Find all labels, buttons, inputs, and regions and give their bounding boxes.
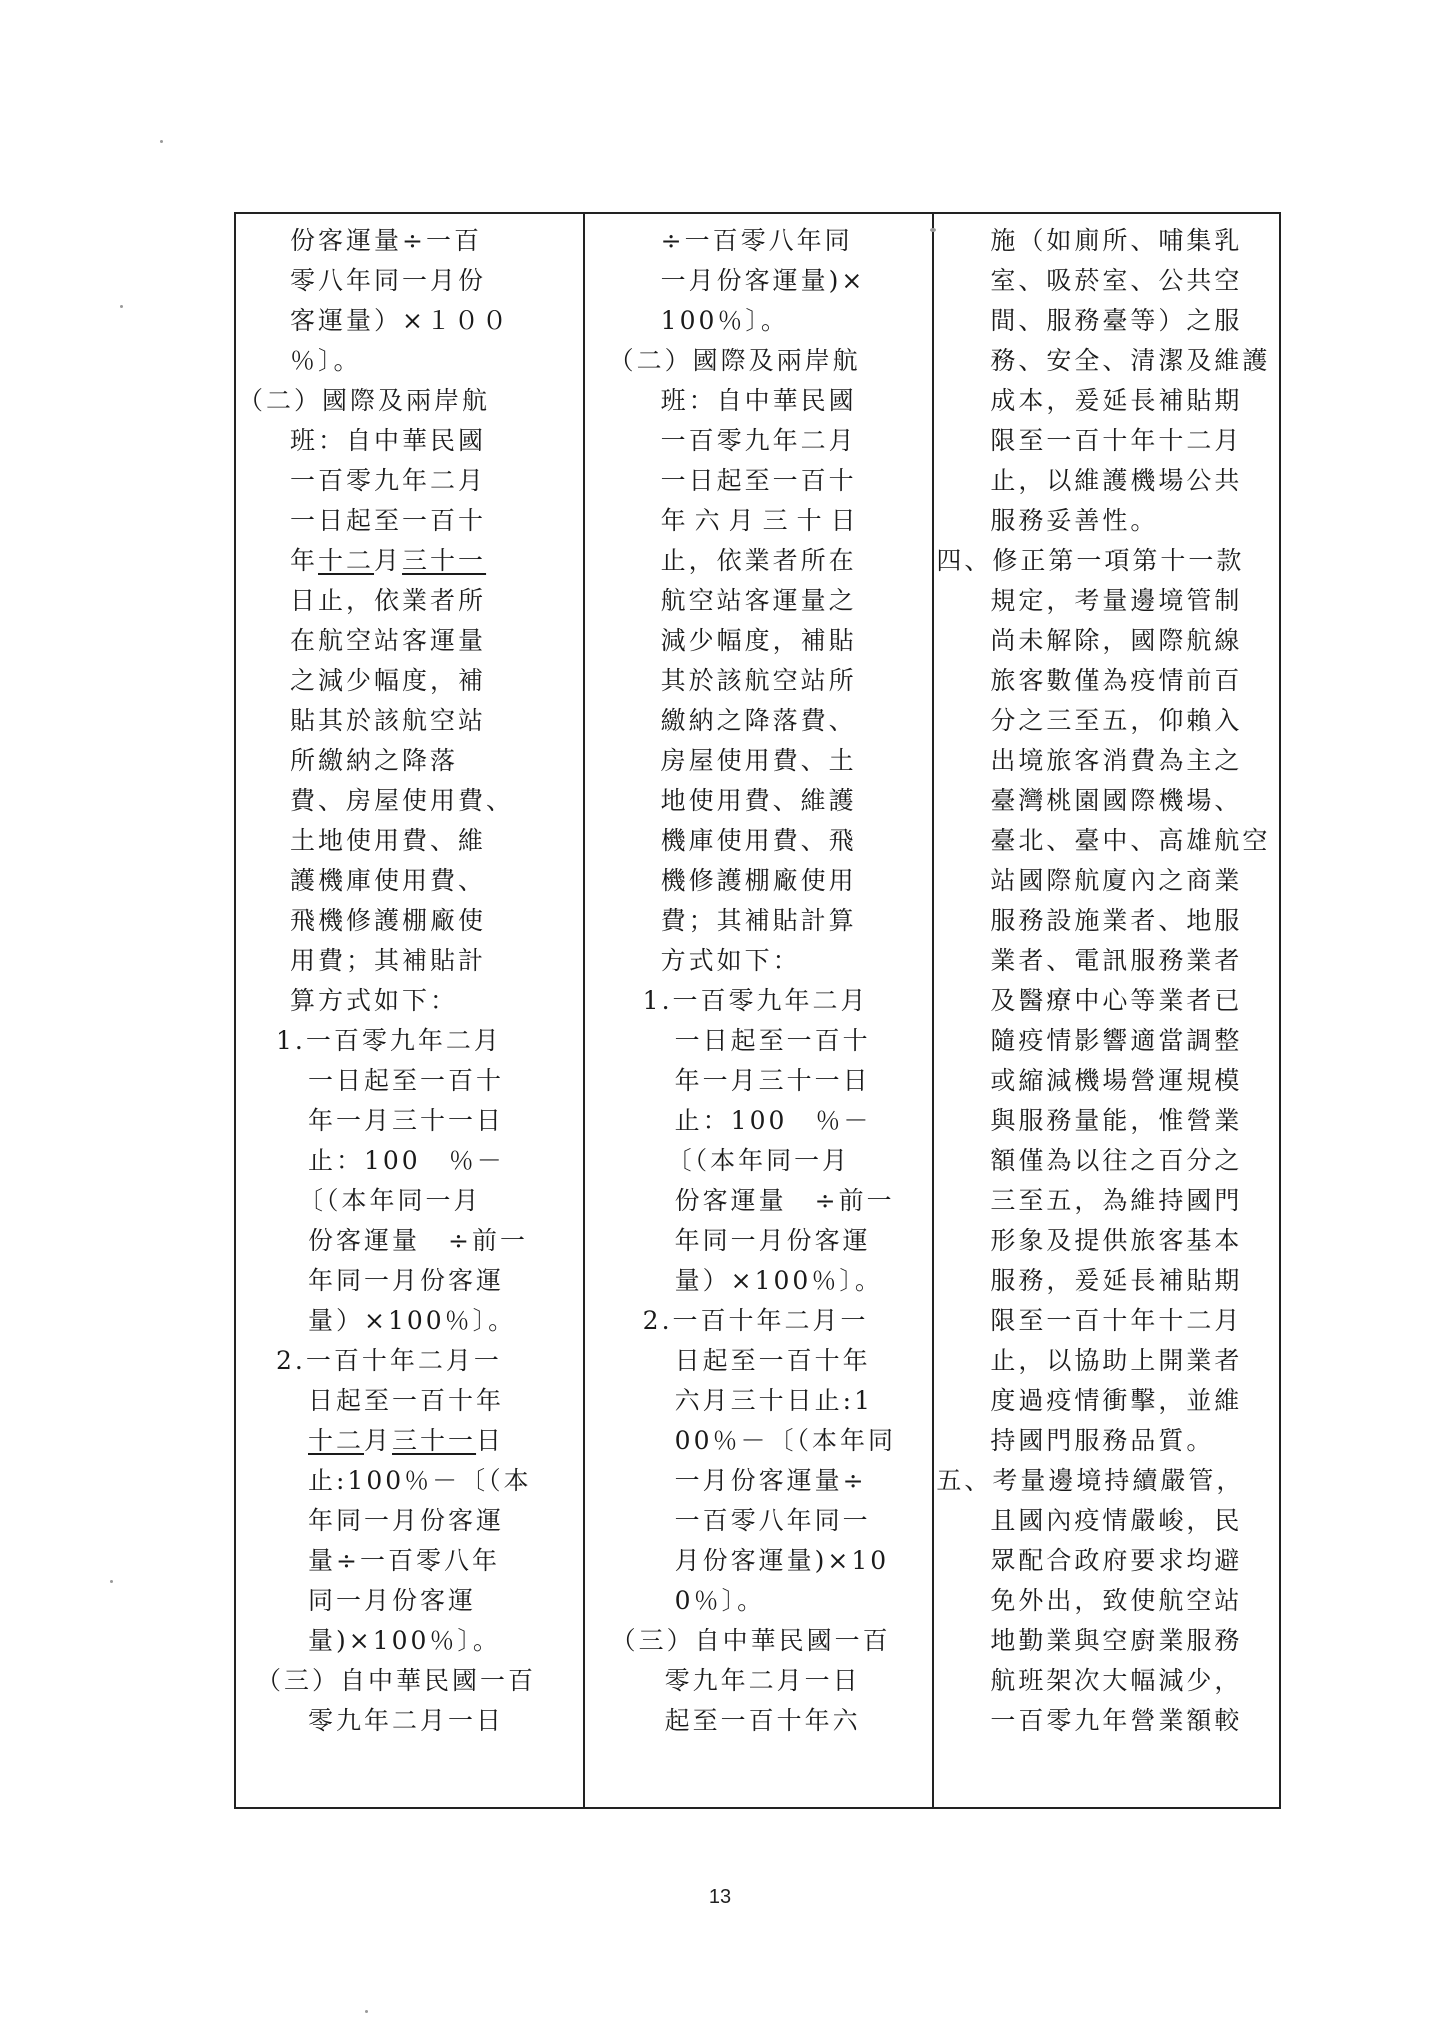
text-line: 年同一月份客運 xyxy=(308,1266,505,1295)
text-segment: 年 xyxy=(290,546,319,575)
text-segment: 月 xyxy=(374,546,403,575)
text-line: 六月三十日止:1 xyxy=(674,1386,874,1415)
text-line: 份客運量 ÷前一 xyxy=(308,1226,528,1255)
underlined-segment: 三十一 xyxy=(402,546,487,575)
scan-speck xyxy=(930,228,936,232)
text-line: 限至一百十年十二月 xyxy=(990,426,1243,455)
text-line: 方式如下： xyxy=(660,946,801,975)
text-line: 量）×100％〕。 xyxy=(308,1306,517,1335)
text-line: 臺灣桃園國際機場、 xyxy=(990,786,1243,815)
table-column-1 xyxy=(236,214,585,1807)
text-line: 費、房屋使用費、 xyxy=(290,786,515,815)
scan-speck xyxy=(160,140,163,143)
text-line: 年同一月份客運 xyxy=(674,1226,871,1255)
text-line: 其於該航空站所 xyxy=(660,666,857,695)
table-column-2 xyxy=(585,214,935,1807)
text-line: 起至一百十年六 xyxy=(664,1706,861,1735)
text-line: 額僅為以往之百分之 xyxy=(990,1146,1243,1175)
text-segment: 日 xyxy=(476,1426,505,1455)
text-line: 止，以維護機場公共 xyxy=(990,466,1243,495)
text-line: 航班架次大幅減少， xyxy=(990,1666,1243,1695)
text-line: 一百零八年同一 xyxy=(674,1506,871,1535)
text-line: 零九年二月一日 xyxy=(308,1706,505,1735)
text-line: 機庫使用費、飛 xyxy=(660,826,857,855)
text-line: （三）自中華民國一百 xyxy=(610,1626,891,1655)
text-line: 日止，依業者所 xyxy=(290,586,487,615)
text-line: 房屋使用費、土 xyxy=(660,746,857,775)
text-line: 用費；其補貼計 xyxy=(290,946,487,975)
text-line: 形象及提供旅客基本 xyxy=(990,1226,1243,1255)
text-line: 免外出，致使航空站 xyxy=(990,1586,1243,1615)
text-line: 航空站客運量之 xyxy=(660,586,857,615)
text-line: 月份客運量)×10 xyxy=(674,1546,890,1575)
text-line: 1.一百零九年二月 xyxy=(642,986,869,1015)
text-line: 或縮減機場營運規模 xyxy=(990,1066,1243,1095)
text-line: 尚未解除，國際航線 xyxy=(990,626,1243,655)
text-line: 持國門服務品質。 xyxy=(990,1426,1215,1455)
text-line: 班：自中華民國 xyxy=(660,386,857,415)
text-line: 日起至一百十年 xyxy=(308,1386,505,1415)
text-line: 在航空站客運量 xyxy=(290,626,487,655)
text-line: 度過疫情衝擊，並維 xyxy=(990,1386,1243,1415)
table-column-3 xyxy=(934,214,1279,1807)
text-line: 減少幅度，補貼 xyxy=(660,626,857,655)
text-line: 四、修正第一項第十一款 xyxy=(936,546,1245,575)
text-line: 費；其補貼計算 xyxy=(660,906,857,935)
text-line: 年一月三十一日 xyxy=(674,1066,871,1095)
comparison-table xyxy=(234,212,1281,1809)
text-line: 年同一月份客運 xyxy=(308,1506,505,1535)
text-line: 隨疫情影響適當調整 xyxy=(990,1026,1243,1055)
text-line: 眾配合政府要求均避 xyxy=(990,1546,1243,1575)
text-line: 所繳納之降落 xyxy=(290,746,459,775)
text-line: 量)×100％〕。 xyxy=(308,1626,501,1655)
text-line: 與服務量能，惟營業 xyxy=(990,1106,1243,1135)
text-line: 飛機修護棚廠使 xyxy=(290,906,487,935)
text-line: 止：100 ％－ xyxy=(674,1106,872,1135)
text-line: 地使用費、維護 xyxy=(660,786,857,815)
text-line: 業者、電訊服務業者 xyxy=(990,946,1243,975)
text-line: 止：100 ％－ xyxy=(308,1146,505,1175)
text-line-amended xyxy=(290,546,486,576)
text-line: 間、服務臺等）之服 xyxy=(990,306,1243,335)
text-line: 一百零九年營業額較 xyxy=(990,1706,1243,1735)
text-line: （二）國際及兩岸航 xyxy=(238,386,491,415)
text-line: 貼其於該航空站 xyxy=(290,706,487,735)
text-line: 年六月三十日 xyxy=(660,506,865,535)
text-line: 止:100％－〔（本 xyxy=(308,1466,532,1495)
text-line: 止，依業者所在 xyxy=(660,546,857,575)
text-line: 一百零九年二月 xyxy=(660,426,857,455)
text-line: 旅客數僅為疫情前百 xyxy=(990,666,1243,695)
underlined-segment: 十二 xyxy=(308,1426,365,1455)
text-line: 〔（本年同一月 xyxy=(298,1186,482,1215)
text-line: 年一月三十一日 xyxy=(308,1106,505,1135)
text-line: 一月份客運量)× xyxy=(660,266,866,295)
text-line: 規定，考量邊境管制 xyxy=(990,586,1243,615)
text-line: 務、安全、清潔及維護 xyxy=(990,346,1271,375)
text-line: 2.一百十年二月一 xyxy=(276,1346,502,1375)
text-line: ％〕。 xyxy=(290,346,362,375)
text-line: 量÷一百零八年 xyxy=(308,1546,500,1575)
text-line: 三至五，為維持國門 xyxy=(990,1186,1243,1215)
text-line: 地勤業與空廚業服務 xyxy=(990,1626,1243,1655)
text-line: 服務，爰延長補貼期 xyxy=(990,1266,1243,1295)
text-line: 臺北、臺中、高雄航空 xyxy=(990,826,1271,855)
text-segment: 月 xyxy=(364,1426,393,1455)
text-line: 護機庫使用費、 xyxy=(290,866,487,895)
text-line: （三）自中華民國一百 xyxy=(256,1666,537,1695)
text-line: 出境旅客消費為主之 xyxy=(990,746,1243,775)
text-line: 一日起至一百十 xyxy=(308,1066,505,1095)
text-line: 一日起至一百十 xyxy=(660,466,857,495)
text-line: 零九年二月一日 xyxy=(664,1666,861,1695)
text-line: 客運量）×１００ xyxy=(290,306,510,335)
underlined-segment: 十二 xyxy=(318,546,375,575)
text-line: 分之三至五，仰賴入 xyxy=(990,706,1243,735)
text-line: 1.一百零九年二月 xyxy=(276,1026,502,1055)
text-line: 五、考量邊境持續嚴管， xyxy=(936,1466,1245,1495)
text-line: 100％〕。 xyxy=(660,306,789,335)
text-line: 土地使用費、維 xyxy=(290,826,487,855)
text-line: 限至一百十年十二月 xyxy=(990,1306,1243,1335)
text-line: 一日起至一百十 xyxy=(290,506,487,535)
text-line: 且國內疫情嚴峻，民 xyxy=(990,1506,1243,1535)
underlined-segment: 三十一 xyxy=(392,1426,477,1455)
text-line: 份客運量÷一百 xyxy=(290,226,482,255)
text-line: 日起至一百十年 xyxy=(674,1346,871,1375)
text-line: 同一月份客運 xyxy=(308,1586,477,1615)
text-line: 止，以協助上開業者 xyxy=(990,1346,1243,1375)
text-line: 0％〕。 xyxy=(674,1586,766,1615)
text-line: 2.一百十年二月一 xyxy=(642,1306,869,1335)
text-line: 站國際航廈內之商業 xyxy=(990,866,1243,895)
scan-speck xyxy=(110,1580,113,1583)
text-line: 機修護棚廠使用 xyxy=(660,866,857,895)
text-line: 算方式如下： xyxy=(290,986,459,1015)
text-line: 一日起至一百十 xyxy=(674,1026,871,1055)
text-line: 之減少幅度，補 xyxy=(290,666,487,695)
text-line: 一百零九年二月 xyxy=(290,466,487,495)
text-line: 施（如廁所、哺集乳 xyxy=(990,226,1243,255)
text-line: 繳納之降落費、 xyxy=(660,706,857,735)
scan-speck xyxy=(365,2010,368,2013)
text-line: 室、吸菸室、公共空 xyxy=(990,266,1243,295)
page-number: 13 xyxy=(708,1886,732,1908)
text-line: 量）×100％〕。 xyxy=(674,1266,883,1295)
text-line: 00％－〔（本年同 xyxy=(674,1426,896,1455)
text-line: 成本，爰延長補貼期 xyxy=(990,386,1243,415)
scan-speck xyxy=(120,305,123,308)
text-line: 服務設施業者、地服 xyxy=(990,906,1243,935)
text-line: 及醫療中心等業者已 xyxy=(990,986,1243,1015)
text-line: 一月份客運量÷ xyxy=(674,1466,867,1495)
text-line: 零八年同一月份 xyxy=(290,266,487,295)
text-line: 〔（本年同一月 xyxy=(666,1146,851,1175)
text-line: 服務妥善性。 xyxy=(990,506,1159,535)
text-line: 份客運量 ÷前一 xyxy=(674,1186,895,1215)
text-line-amended xyxy=(308,1426,504,1456)
text-line: ÷一百零八年同 xyxy=(660,226,853,255)
text-line: 班：自中華民國 xyxy=(290,426,487,455)
text-line: （二）國際及兩岸航 xyxy=(608,346,861,375)
